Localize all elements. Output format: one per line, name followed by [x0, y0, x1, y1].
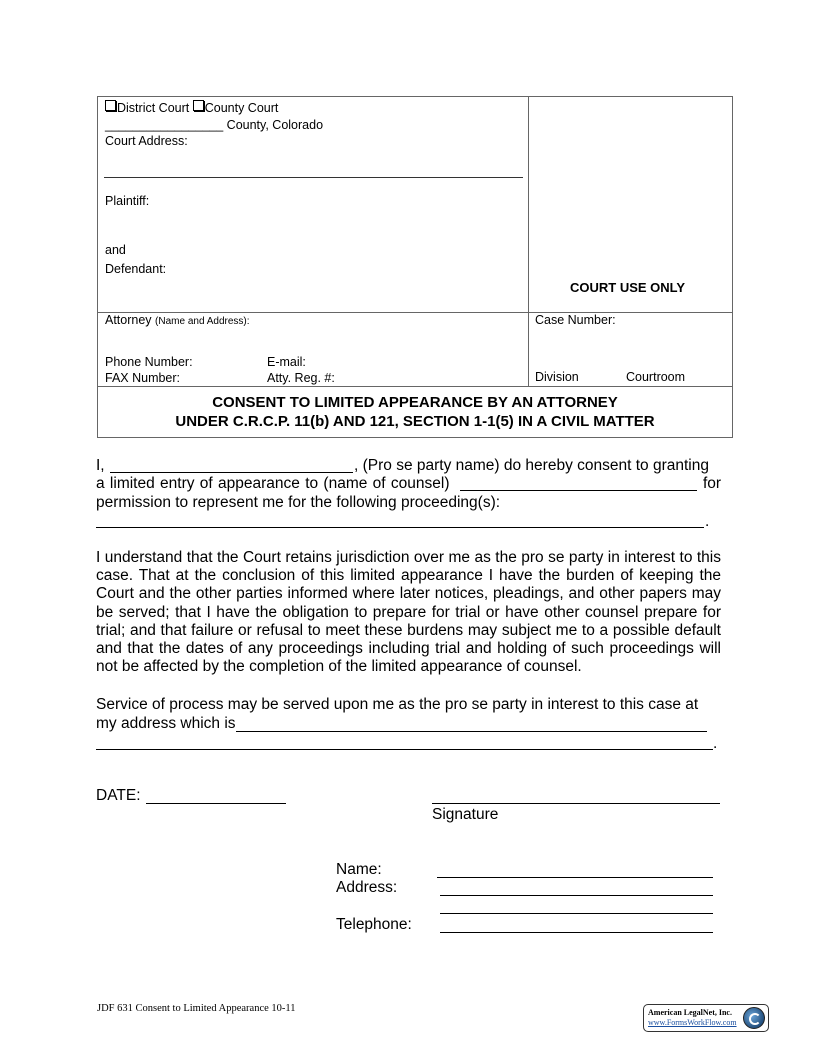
pro-se-intro: I, — [96, 457, 105, 474]
plaintiff-label: Plaintiff: — [105, 194, 150, 208]
county-state-label: County, Colorado — [226, 118, 324, 132]
telephone-label: Telephone: — [336, 916, 412, 933]
caption-box-bottom — [97, 437, 733, 438]
court-address-line — [104, 177, 523, 178]
division-label: Division — [535, 370, 579, 384]
pro-se-name-blank[interactable] — [110, 472, 353, 473]
district-court-checkbox[interactable] — [105, 100, 116, 111]
american-legalnet-logo[interactable] — [643, 1004, 769, 1032]
email-label: E-mail: — [267, 355, 306, 369]
pro-se-consent-text: , (Pro se party name) do hereby consent to granting — [354, 457, 709, 474]
address-blank-2[interactable] — [96, 749, 713, 750]
document-title — [99, 393, 731, 431]
for-text: for — [703, 475, 722, 492]
proceedings-period: . — [705, 513, 710, 530]
address-blank-1[interactable] — [236, 731, 707, 732]
proceedings-blank[interactable] — [96, 527, 704, 528]
signature-label: Signature — [432, 806, 499, 823]
logo-website[interactable]: www.FormsWorkFlow.com — [648, 1018, 737, 1027]
and-label: and — [105, 243, 126, 257]
service-line-1: Service of process may be served upon me as the pro se party in interest to this case at — [96, 696, 699, 713]
address-label: Address: — [336, 879, 398, 896]
telephone-blank[interactable] — [440, 932, 713, 933]
attorney-label-row — [105, 313, 250, 327]
logo-company-name: American LegalNet, Inc. — [648, 1008, 732, 1017]
address-blank[interactable] — [440, 895, 713, 896]
courtroom-label: Courtroom — [626, 370, 686, 384]
address-blank-extra[interactable] — [440, 913, 713, 914]
counsel-line-text: a limited entry of appearance to (name of counsel) — [96, 475, 450, 492]
date-blank[interactable] — [146, 803, 286, 804]
county-row — [105, 118, 323, 132]
atty-reg-label: Atty. Reg. #: — [267, 371, 335, 385]
court-type-row — [105, 100, 278, 115]
caption-column-divider — [528, 96, 529, 386]
name-label: Name: — [336, 861, 382, 878]
title-line-1: CONSENT TO LIMITED APPEARANCE BY AN ATTORNEY — [212, 394, 618, 411]
address-intro: my address which is — [96, 715, 236, 732]
form-id: JDF 631 Consent to Limited Appearance 10-11 — [97, 1003, 296, 1014]
defendant-label: Defendant: — [105, 262, 167, 276]
counsel-name-blank[interactable] — [460, 490, 697, 491]
court-use-only-label: COURT USE ONLY — [570, 280, 686, 295]
consent-line-1 — [96, 457, 105, 475]
caption-box-top — [97, 96, 733, 97]
attorney-label: Attorney — [105, 313, 152, 327]
fax-label: FAX Number: — [105, 371, 181, 385]
date-label: DATE: — [96, 787, 141, 804]
permission-text: permission to represent me for the following proceeding(s): — [96, 494, 501, 511]
attorney-sub-label: (Name and Address): — [155, 316, 250, 327]
globe-icon — [743, 1007, 765, 1029]
county-court-checkbox[interactable] — [193, 100, 204, 111]
title-line-2: UNDER C.R.C.P. 11(b) AND 121, SECTION 1-1(5) IN A CIVIL MATTER — [175, 413, 655, 430]
case-number-label: Case Number: — [535, 313, 616, 327]
address-period: . — [713, 735, 718, 752]
caption-row-divider-2 — [97, 386, 733, 387]
jurisdiction-paragraph: I understand that the Court retains jurisdiction over me as the pro se party in interest to this case. That at the conclusion of this limited appearance I have the burden of keeping the Court and the other parties informed where later notices, pleadings, and other papers may be served; that I have the obligation to prepare for trial or have other counsel prepare for trial; and that failure or refusal to meet these burdens may subject me to a possible default and that the dates of any proceedings including trial and holding of such proceedings will not be affected by the completion of the limited appearance of counsel. — [96, 549, 721, 676]
county-blank[interactable]: _________________ — [105, 118, 224, 132]
phone-label: Phone Number: — [105, 355, 193, 369]
name-blank[interactable] — [437, 877, 713, 878]
district-court-label: District Court — [117, 101, 190, 115]
signature-line[interactable] — [432, 803, 720, 804]
court-address-label: Court Address: — [105, 134, 188, 148]
county-court-label: County Court — [204, 101, 279, 115]
